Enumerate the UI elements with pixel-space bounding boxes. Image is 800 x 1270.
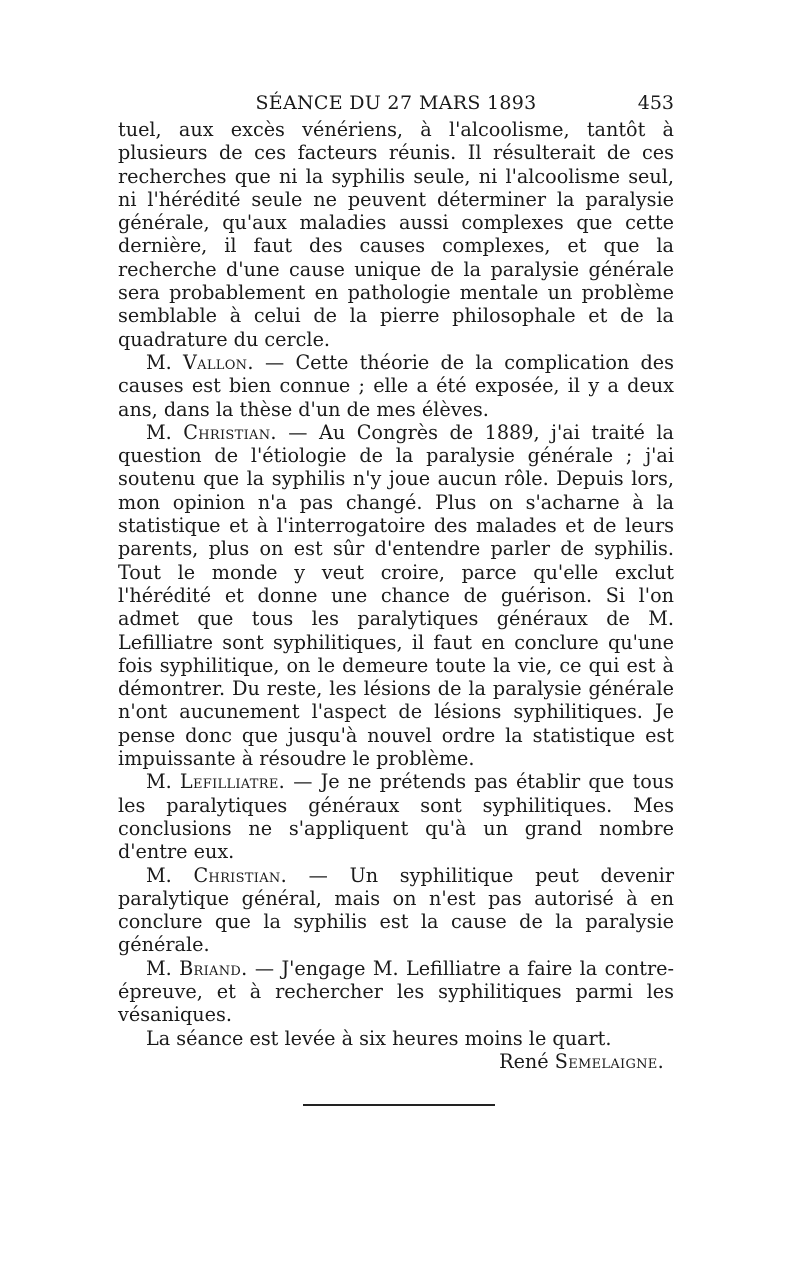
speech-text: — Un syphilitique peut devenir paralytique général, mais on n'est pas autorisé à en conclure que la syphilis est la cause de la paralysie générale. [118, 863, 674, 957]
speaker-prefix: M. [146, 956, 180, 980]
running-title [118, 88, 674, 118]
body-text [118, 118, 674, 1073]
speaker-name: Lefilliatre. [179, 770, 286, 794]
speech-text: — Je ne prétends pas établir que tous les paralytiques généraux sont syphilitiques. Mes conclusions ne s'appliquent qu'à un grand nombre d'entre eux. [118, 770, 674, 864]
closing-line: La séance est levée à six heures moins le quart. [146, 1026, 612, 1050]
running-title-day: 27 [387, 92, 413, 114]
book-page [118, 88, 674, 1073]
paragraph-christian-reply [118, 864, 674, 957]
speech-text: — Cette théorie de la complication des causes est bien connue ; elle a été exposée, il y a deux ans, dans la thèse d'un de mes élèves. [118, 350, 674, 421]
speaker-name: Briand. [179, 956, 248, 980]
page-number: 453 [637, 92, 674, 114]
paragraph-christian [118, 421, 674, 770]
paragraph-briand [118, 957, 674, 1027]
speaker-prefix: M. [146, 770, 180, 794]
speech-text: — J'engage M. Lefilliatre a faire la contre-épreuve, et à rechercher les syphilitiques parmi les vésaniques. [118, 956, 674, 1027]
end-rule [303, 1104, 495, 1106]
signature-first-name: René [499, 1049, 555, 1073]
signature-last-name: Semelaigne. [554, 1049, 664, 1073]
running-title-part: SÉANCE DU [255, 92, 388, 114]
paragraph-continuation: tuel, aux excès vénériens, à l'alcoolisme, tantôt à plusieurs de ces facteurs réunis. Il résulterait de ces recherches que ni la syphilis seule, ni l'alcoolisme seul, ni l'hérédité seule ne peuvent déterminer la paralysie générale, qu'aux maladies aussi complexes que cette dernière, il faut des causes complexes, et que la recherche d'une cause unique de la paralysie générale sera probablement en pathologie mentale un problème semblable à celui de la pierre philosophale et de la quadrature du cercle. [118, 118, 674, 351]
paragraph-vallon [118, 351, 674, 421]
paragraph-lefilliatre [118, 770, 674, 863]
speaker-prefix: M. [146, 863, 194, 887]
speaker-prefix: M. [146, 350, 184, 374]
speaker-name: Christian. [193, 863, 287, 887]
speech-text: — Au Congrès de 1889, j'ai traité la question de l'étiologie de la paralysie générale ; j'ai soutenu que la syphilis n'y joue aucun rôle. Depuis lors, mon opinion n'a pas changé. Plus on s'acharne à la statistique et à l'interrogatoire des malades et de leurs parents, plus on est sûr d'entendre parler de syphilis. Tout le monde y veut croire, parce qu'elle exclut l'hérédité et donne une chance de guérison. Si l'on admet que tous les paralytiques généraux de M. Lefilliatre sont syphilitiques, il faut en conclure qu'une fois syphilitique, on le demeure toute la vie, ce qui est à démontrer. Du reste, les lésions de la paralysie générale n'ont aucunement l'aspect de lésions syphilitiques. Je pense donc que jusqu'à nouvel ordre la statistique est impuissante à résoudre le problème. [118, 420, 674, 771]
speaker-name: Christian. [183, 420, 277, 444]
running-head [118, 88, 674, 118]
speaker-name: Vallon. [183, 350, 254, 374]
running-title-month-year: MARS 1893 [412, 92, 537, 114]
speaker-prefix: M. [146, 420, 184, 444]
signature [118, 1050, 674, 1073]
